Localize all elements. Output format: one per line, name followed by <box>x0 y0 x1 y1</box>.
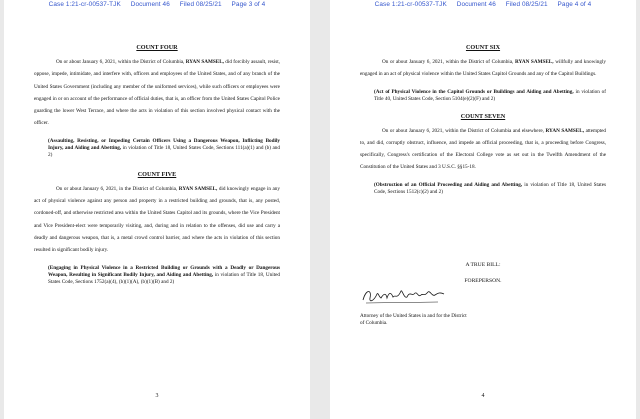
count-seven-paragraph: On or about January 6, 2021, within the District of Columbia and elsewhere, RYAN SAMSEL, attempted to, and did, corruptly obstruct, influence, and impede an official proceeding, that is, a proceeding before Congress, specifically, Congress's certification of the Electoral College vote as set out in the Twelfth Amendment of the Constitution of the United States and 3 U.S.C. §§15-18. <box>360 127 607 171</box>
count-six-heading: COUNT SIX <box>465 44 501 51</box>
handwritten-signature <box>360 285 450 307</box>
count-five-citation: (Engaging in Physical Violence in a Restricted Building or Grounds with a Deadly or Dangerous Weapon, Resulting in Significant Bodily Injury, and Aiding and Abetting, in violation of Title 18, United States Code, Sections 1752(a)(4), (b)(1)(A), (b)(1)(B) and 2) <box>48 264 281 285</box>
document-number: Document 46 <box>456 1 496 8</box>
defendant-name: RYAN SAMSEL, <box>185 59 224 65</box>
count-five-paragraph: On or about January 6, 2021, in the District of Columbia, RYAN SAMSEL, did knowingly engage in any act of physical violence against any person and property in a restricted building and grounds, that is, any posted, cordoned-off, and otherwise restricted area within the United States Capitol and its grounds, where the Vice President and Vice President-elect were temporarily visiting, and, during and in relation to the offenses, did use and carry a deadly and dangerous weapon, that is, a metal crowd control barrier, and where the acts in violation of this section resulted in significant bodily injury. <box>34 185 280 254</box>
count-seven-citation: (Obstruction of an Official Proceeding and Aiding and Abetting, in violation of Title 18, United States Code, Sections 1512(c)(2) and 2) <box>374 181 607 195</box>
document-page-4 <box>330 0 636 419</box>
page-number: 3 <box>155 393 159 399</box>
defendant-name: RYAN SAMSEL, <box>545 127 584 134</box>
defendant-name: RYAN SAMSEL, <box>178 185 218 192</box>
page-indicator: Page 3 of 4 <box>231 1 266 8</box>
case-number: Case 1:21-cr-00537-TJK <box>48 1 121 8</box>
count-four-heading: COUNT FOUR <box>136 44 178 51</box>
count-six-citation: (Act of Physical Violence in the Capitol Grounds or Buildings and Aiding and Abetting, in violation of Title 40, United States Code, Section 5104(e)(2)(F) and 2) <box>374 88 606 102</box>
filed-date: Filed 08/25/21 <box>505 1 548 8</box>
count-four-paragraph: On or about January 6, 2021, within the District of Columbia, RYAN SAMSEL, did forcibly assault, resist, oppose, impede, intimidate, and interfere with, officers and employees of the United States, and of any branch of the United States Government (including any member of the uniformed services), while such officers or employees were engaged in or on account of the performance of official duties, that is, an officer from the United States Capitol Police guarding the lower West Terrace, and where the acts in violation of this section involved physical contact with the officer. <box>34 59 280 127</box>
true-bill-label: A TRUE BILL: <box>465 262 501 268</box>
signature-block <box>360 285 470 327</box>
page-indicator: Page 4 of 4 <box>557 1 592 8</box>
document-number: Document 46 <box>130 1 170 8</box>
page-body <box>34 44 280 286</box>
filed-date: Filed 08/25/21 <box>179 1 222 8</box>
page-body <box>360 44 606 196</box>
document-page-3 <box>4 0 310 419</box>
defendant-name: RYAN SAMSEL, <box>514 59 554 65</box>
case-header <box>330 1 636 8</box>
case-header <box>4 1 310 8</box>
count-five-heading: COUNT FIVE <box>137 170 177 178</box>
foreperson-label: FOREPERSON. <box>464 278 502 284</box>
signature-caption: Attorney of the United States in and for the District of Columbia. <box>360 313 467 326</box>
case-number: Case 1:21-cr-00537-TJK <box>374 1 447 8</box>
count-six-paragraph: On or about January 6, 2021, within the District of Columbia, RYAN SAMSEL, willfully and knowingly engaged in an act of physical violence within the United States Capitol Grounds and any of the Capitol Buildings. <box>360 59 606 78</box>
page-number: 4 <box>481 393 485 399</box>
count-seven-heading: COUNT SEVEN <box>460 112 506 120</box>
count-four-citation: (Assaulting, Resisting, or Impeding Certain Officers Using a Dangerous Weapon, Inflicting Bodily Injury, and Aiding and Abetting, in violation of Title 18, United States Code, Sections 111(a)(1) and (b) and 2) <box>48 137 280 158</box>
